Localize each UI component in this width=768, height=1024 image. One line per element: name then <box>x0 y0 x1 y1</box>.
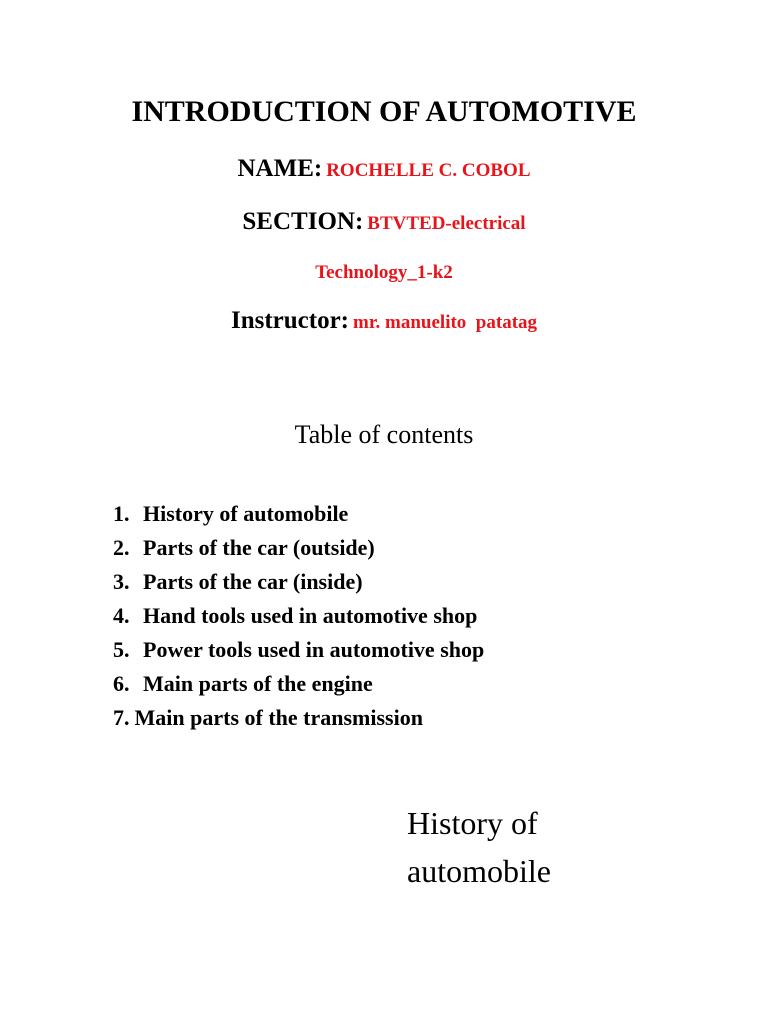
name-value: ROCHELLE C. COBOL <box>326 160 531 181</box>
toc-item-number: 3. <box>113 569 130 594</box>
name-label: NAME: <box>237 155 323 182</box>
toc-item <box>113 667 484 701</box>
toc-item <box>113 701 484 735</box>
toc-item <box>113 565 484 599</box>
name-row <box>0 152 768 189</box>
toc-heading: Table of contents <box>294 420 474 449</box>
toc-item <box>113 633 484 667</box>
instructor-label: Instructor: <box>230 307 349 334</box>
section-value-continued: Technology_1-k2 <box>315 262 453 283</box>
section-row <box>0 205 768 242</box>
toc-list <box>113 497 484 735</box>
instructor-row <box>0 304 768 341</box>
toc-item-number: 5. <box>113 637 130 662</box>
toc-item-text: Main parts of the engine <box>143 671 373 696</box>
section-heading-line: History of <box>407 805 538 841</box>
section-heading <box>407 799 607 895</box>
toc-item-number: 4. <box>113 603 130 628</box>
document-title: INTRODUCTION OF AUTOMOTIVE <box>131 95 637 128</box>
toc-item <box>113 531 484 565</box>
section-value: BTVTED-electrical <box>367 213 526 234</box>
toc-item-number: 2. <box>113 535 130 560</box>
toc-item-text: Hand tools used in automotive shop <box>143 603 478 628</box>
instructor-value: mr. manuelito patatag <box>353 312 538 333</box>
toc-item-text: Parts of the car (outside) <box>143 535 375 560</box>
toc-item <box>113 497 484 531</box>
section-heading-line: automobile <box>407 853 551 889</box>
section-row-continued <box>0 258 768 289</box>
section-label: SECTION: <box>242 208 364 235</box>
toc-item-text: Parts of the car (inside) <box>143 569 363 594</box>
toc-item <box>113 599 484 633</box>
toc-item-text: Power tools used in automotive shop <box>143 637 485 662</box>
toc-item-number: 7. <box>113 705 130 730</box>
toc-item-number: 6. <box>113 671 130 696</box>
toc-item-text: Main parts of the transmission <box>134 705 423 730</box>
toc-item-text: History of automobile <box>143 501 349 526</box>
toc-item-number: 1. <box>113 501 130 526</box>
